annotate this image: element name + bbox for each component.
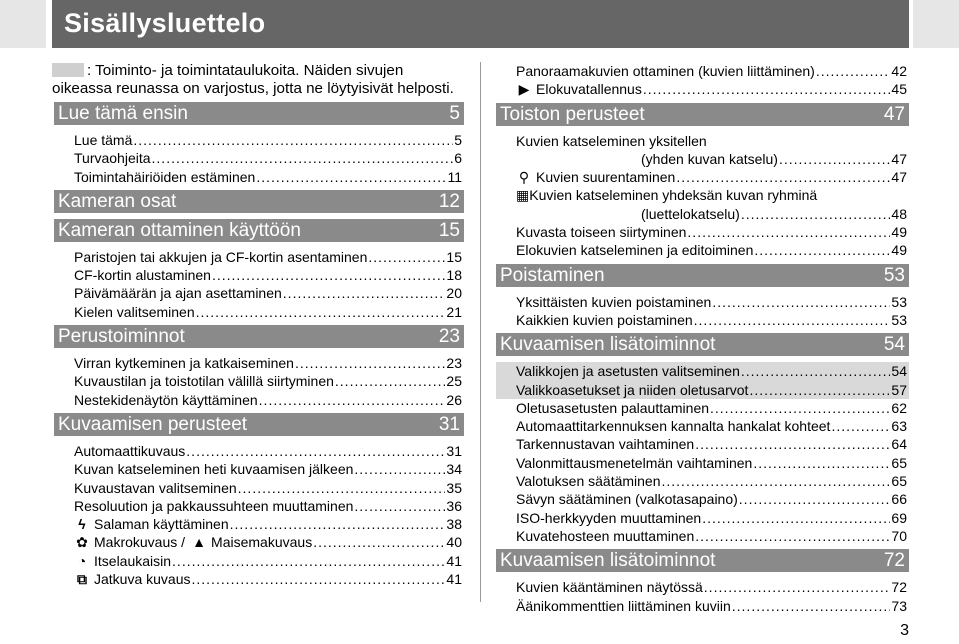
dot-leader xyxy=(212,266,445,284)
entry-label-group xyxy=(74,354,294,372)
entry-label-group xyxy=(74,479,237,497)
entry-label-group xyxy=(74,131,132,149)
toc-entry[interactable] xyxy=(496,241,909,259)
entry-page: 47 xyxy=(891,150,907,167)
dot-leader xyxy=(676,168,890,186)
entry-label: (luettelokatselu) xyxy=(641,205,740,222)
entry-label-group xyxy=(641,150,778,168)
dot-leader xyxy=(354,497,445,515)
entry-label: Elokuvien katseleminen ja editoiminen xyxy=(516,242,754,259)
intro-note xyxy=(52,62,464,98)
toc-entry[interactable] xyxy=(54,131,464,149)
entry-label: Kuvien kääntäminen näytössä xyxy=(516,579,703,596)
entry-page: 70 xyxy=(891,527,907,544)
entry-label: Kuvien katseleminen yksitellen xyxy=(516,132,707,149)
entry-label-group xyxy=(516,490,738,508)
entry-page: 62 xyxy=(891,399,907,416)
entry-label-group xyxy=(641,205,740,223)
toc-entry[interactable] xyxy=(54,391,464,409)
section-page: 23 xyxy=(438,326,460,348)
dot-leader xyxy=(741,205,891,223)
dot-leader xyxy=(238,479,446,497)
dot-leader xyxy=(695,527,890,545)
entry-page: 66 xyxy=(891,491,907,508)
entry-label: (yhden kuvan katselu) xyxy=(641,150,778,167)
entry-label: Automaattikuvaus xyxy=(74,442,186,459)
toc-entry[interactable] xyxy=(54,497,464,515)
entry-page: 15 xyxy=(446,248,462,265)
toc-entry[interactable] xyxy=(496,168,909,186)
entry-page: 40 xyxy=(446,534,462,551)
entry-page: 49 xyxy=(891,242,907,259)
entry-label-group xyxy=(516,399,709,417)
entry-label-group xyxy=(74,303,195,321)
entry-label: Valikkoasetukset ja niiden oletusarvot xyxy=(516,381,749,398)
entry-label: Makrokuvaus / xyxy=(94,534,186,551)
section-title: Kuvaamisen perusteet xyxy=(58,413,248,435)
dot-leader xyxy=(354,460,445,478)
entry-page: 35 xyxy=(446,479,462,496)
entry-icon: ⧉ xyxy=(77,571,87,588)
entry-page: 41 xyxy=(446,552,462,569)
toc-entry[interactable] xyxy=(496,454,909,472)
entry-label: Maisemakuvaus xyxy=(211,534,313,551)
section-header[interactable] xyxy=(496,103,909,126)
toc-entry[interactable] xyxy=(496,435,909,453)
dot-leader xyxy=(256,168,446,186)
page-title: Sisällysluettelo xyxy=(64,8,266,38)
toc-entry[interactable] xyxy=(496,293,909,311)
dot-leader xyxy=(259,391,446,409)
dot-leader xyxy=(712,293,890,311)
section-header[interactable] xyxy=(54,190,464,213)
section-title: Kameran ottaminen käyttöön xyxy=(58,219,301,241)
entry-label: Jatkuva kuvaus xyxy=(94,571,191,588)
toc-entry[interactable] xyxy=(54,284,464,302)
dot-leader xyxy=(313,533,445,551)
corner-tab-right xyxy=(913,0,959,48)
entry-label: Kaikkien kuvien poistaminen xyxy=(516,311,693,328)
toc-entry[interactable] xyxy=(496,150,909,168)
toc-entry[interactable] xyxy=(54,354,464,372)
entry-label: Kuvien suurentaminen xyxy=(536,169,676,186)
section-page: 5 xyxy=(449,103,460,124)
toc-entry[interactable] xyxy=(496,186,909,204)
entry-label: Resoluution ja pakkaussuhteen muuttaminen xyxy=(74,497,354,514)
entry-page: 65 xyxy=(891,454,907,471)
dot-leader xyxy=(702,509,890,527)
toc-entry[interactable] xyxy=(54,168,464,186)
page-number: 3 xyxy=(900,622,909,639)
toc-entry[interactable] xyxy=(496,132,909,150)
toc-entry[interactable] xyxy=(496,417,909,435)
dot-leader xyxy=(816,62,891,80)
dot-leader xyxy=(230,515,446,533)
section-header[interactable] xyxy=(496,264,909,287)
section-header[interactable] xyxy=(54,413,464,436)
entry-label-group xyxy=(74,149,151,167)
entry-label-group xyxy=(74,442,185,460)
entry-label: Valikkojen ja asetusten valitseminen xyxy=(516,363,740,380)
entry-label: Valonmittausmenetelmän vaihtaminen xyxy=(516,454,753,471)
entry-label-group xyxy=(74,391,258,409)
entry-label: Äänikommenttien liittäminen kuviin xyxy=(516,597,731,614)
right-column xyxy=(496,62,909,615)
entry-page: 47 xyxy=(891,169,907,186)
entry-page: 64 xyxy=(891,436,907,453)
dot-leader xyxy=(172,552,445,570)
toc-entry[interactable] xyxy=(54,442,464,460)
section-header[interactable] xyxy=(54,219,464,242)
entry-label: Kuvien katseleminen yhdeksän kuvan ryhminä xyxy=(529,187,818,204)
dot-leader xyxy=(779,150,890,168)
entry-label-group xyxy=(74,460,353,478)
entry-label: ISO-herkkyyden muuttaminen xyxy=(516,509,702,526)
toc-entry[interactable] xyxy=(54,303,464,321)
entry-label: Elokuvatallennus xyxy=(536,81,642,98)
entry-label: Panoraamakuvien ottaminen (kuvien liittäminen) xyxy=(516,63,815,79)
toc-entry[interactable] xyxy=(54,372,464,390)
toc-entry[interactable] xyxy=(496,80,909,98)
entry-page: 21 xyxy=(446,303,462,320)
entry-label-group xyxy=(516,454,752,472)
dot-leader xyxy=(739,490,891,508)
entry-label: Tarkennustavan vaihtaminen xyxy=(516,436,695,453)
entry-label-group xyxy=(516,311,693,329)
entry-label-group xyxy=(74,552,171,570)
entry-icon: ▲ xyxy=(192,534,206,551)
entry-label: Valotuksen säätäminen xyxy=(516,473,661,490)
dot-leader xyxy=(295,354,445,372)
section-title: Poistaminen xyxy=(500,264,605,286)
entry-label: Toimintahäiriöiden estäminen xyxy=(74,168,256,185)
entry-label-group xyxy=(74,533,312,551)
dot-leader xyxy=(186,442,445,460)
entry-page: 53 xyxy=(891,293,907,310)
entry-page: 69 xyxy=(891,509,907,526)
dot-leader xyxy=(749,381,890,399)
entry-page: 38 xyxy=(446,516,462,533)
entry-icon: ✿ xyxy=(76,534,88,551)
entry-label: Salaman käyttäminen xyxy=(94,516,229,533)
section-title: Kuvaamisen lisätoiminnot xyxy=(500,550,716,572)
dot-leader xyxy=(643,80,891,98)
entry-label-group xyxy=(516,168,675,186)
section-page: 15 xyxy=(438,219,460,241)
entry-label: Lue tämä xyxy=(74,132,133,148)
entry-label: Kuvatehosteen muuttaminen xyxy=(516,527,695,544)
entry-label: Yksittäisten kuvien poistaminen xyxy=(516,293,712,310)
dot-leader xyxy=(704,578,891,596)
dot-leader xyxy=(152,149,454,167)
entry-label-group xyxy=(74,515,229,533)
entry-label-group xyxy=(74,248,367,266)
entry-page: 36 xyxy=(446,497,462,514)
toc-entry[interactable] xyxy=(496,62,909,80)
toc-entry[interactable] xyxy=(54,479,464,497)
entry-icon: ⚲ xyxy=(518,169,530,186)
entry-label: Kuvaustilan ja toistotilan välillä siirtyminen xyxy=(74,373,334,390)
dot-leader xyxy=(753,454,890,472)
entry-label: Oletusasetusten palauttaminen xyxy=(516,399,710,416)
toc-entry[interactable] xyxy=(496,381,909,399)
entry-page: 31 xyxy=(446,442,462,459)
entry-page: 54 xyxy=(891,363,907,380)
entry-label-group xyxy=(516,472,661,490)
entry-label: Nestekidenäytön käyttäminen xyxy=(74,391,258,408)
entry-label: Itselaukaisin xyxy=(94,552,172,569)
toc-entry[interactable] xyxy=(54,552,464,570)
entry-page: 20 xyxy=(446,285,462,302)
entry-page: 65 xyxy=(891,473,907,490)
entry-label: Kuvasta toiseen siirtyminen xyxy=(516,224,687,241)
entry-label-group xyxy=(516,417,830,435)
entry-label-group xyxy=(516,527,694,545)
dot-leader xyxy=(710,399,890,417)
entry-label-group xyxy=(516,435,694,453)
entry-label-group xyxy=(516,509,701,527)
toc-entry[interactable] xyxy=(54,248,464,266)
entry-icon: ◔ xyxy=(77,552,87,569)
entry-page: 6 xyxy=(454,150,462,167)
section-title: Kameran osat xyxy=(58,190,177,212)
section-page: 12 xyxy=(438,190,460,212)
entry-label-group xyxy=(74,372,334,390)
entry-label-group xyxy=(516,62,815,80)
toc-entry[interactable] xyxy=(54,533,464,551)
dot-leader xyxy=(754,241,890,259)
entry-page: 26 xyxy=(446,391,462,408)
entry-label-group xyxy=(74,284,282,302)
toc-entry[interactable] xyxy=(496,509,909,527)
toc-entry[interactable] xyxy=(54,266,464,284)
dot-leader xyxy=(368,248,445,266)
entry-label-group xyxy=(516,578,703,596)
toc-entry[interactable] xyxy=(496,399,909,417)
entry-label: Turvaohjeita xyxy=(74,150,151,167)
intro-text: : Toiminto- ja toimintataulukoita. Näiden sivujen oikeassa reunassa on varjostus, jotta ne löytyisivät helposti. xyxy=(52,62,454,97)
entry-icon: ▶ xyxy=(518,81,530,98)
entry-page: 53 xyxy=(891,311,907,328)
entry-label: Kielen valitseminen xyxy=(74,303,195,320)
toc-entry[interactable] xyxy=(54,460,464,478)
entry-page: 41 xyxy=(446,571,462,588)
section-title: Kuvaamisen lisätoiminnot xyxy=(500,334,716,356)
entry-icon: ϟ xyxy=(78,516,86,533)
section-page: 54 xyxy=(883,334,905,356)
entry-page: 49 xyxy=(891,224,907,241)
entry-label-group xyxy=(74,570,191,588)
entry-label-group xyxy=(74,497,353,515)
section-header[interactable] xyxy=(496,549,909,572)
toc-entry[interactable] xyxy=(496,472,909,490)
section-header[interactable] xyxy=(496,333,909,356)
corner-tab-left xyxy=(0,0,46,48)
entry-icon: ▦ xyxy=(516,187,530,204)
entry-label-group xyxy=(74,266,211,284)
entry-page: 34 xyxy=(446,461,462,478)
toc-entry[interactable] xyxy=(496,362,909,380)
entry-label: Sävyn säätäminen (valkotasapaino) xyxy=(516,491,738,508)
entry-label: CF-kortin alustaminen xyxy=(74,267,211,284)
dot-leader xyxy=(831,417,890,435)
entry-label-group xyxy=(74,168,255,186)
entry-page: 18 xyxy=(446,267,462,284)
entry-label-group xyxy=(516,597,731,615)
dot-leader xyxy=(732,597,891,615)
dot-leader xyxy=(695,435,890,453)
left-column xyxy=(54,62,464,588)
toc-entry[interactable] xyxy=(496,527,909,545)
section-title: Perustoiminnot xyxy=(58,326,185,348)
entry-page: 72 xyxy=(891,579,907,596)
dot-leader xyxy=(741,362,891,380)
dot-leader xyxy=(192,570,446,588)
toc-entry[interactable] xyxy=(496,205,909,223)
section-header[interactable] xyxy=(54,325,464,348)
toc-entry[interactable] xyxy=(54,149,464,167)
toc-entry[interactable] xyxy=(54,515,464,533)
entry-label: Kuvan katseleminen heti kuvaamisen jälkeen xyxy=(74,461,354,478)
entry-label-group xyxy=(516,241,753,259)
entry-page: 42 xyxy=(891,63,907,79)
entry-label: Virran kytkeminen ja katkaiseminen xyxy=(74,355,294,372)
entry-page: 48 xyxy=(891,205,907,222)
dot-leader xyxy=(283,284,446,302)
dot-leader xyxy=(133,131,453,149)
dot-leader xyxy=(196,303,446,321)
entry-label: Paristojen tai akkujen ja CF-kortin asentaminen xyxy=(74,248,368,265)
section-page: 47 xyxy=(883,103,905,125)
toc-entry[interactable] xyxy=(496,311,909,329)
entry-page: 45 xyxy=(891,81,907,98)
entry-page: 11 xyxy=(447,168,462,185)
section-title: Lue tämä ensin xyxy=(58,103,188,124)
column-divider xyxy=(480,62,481,602)
section-page: 53 xyxy=(883,264,905,286)
entry-page: 23 xyxy=(446,355,462,372)
section-title: Toiston perusteet xyxy=(500,103,645,125)
entry-label: Kuvaustavan valitseminen xyxy=(74,479,237,496)
entry-label-group xyxy=(516,80,642,98)
section-page: 31 xyxy=(438,413,460,435)
toc-entry[interactable] xyxy=(54,570,464,588)
toc-entry[interactable] xyxy=(496,578,909,596)
toc-entry[interactable] xyxy=(496,490,909,508)
section-page: 72 xyxy=(883,550,905,572)
entry-label-group xyxy=(516,381,748,399)
entry-label-group xyxy=(516,293,711,311)
entry-page: 63 xyxy=(891,418,907,435)
entry-label-group xyxy=(516,362,740,380)
entry-label: Automaattitarkennuksen kannalta hankalat kohteet xyxy=(516,418,831,435)
section-header[interactable] xyxy=(54,102,464,125)
entry-page: 73 xyxy=(891,597,907,614)
toc-entry[interactable] xyxy=(496,223,909,241)
shaded-swatch-icon xyxy=(52,63,84,77)
entry-page: 25 xyxy=(446,373,462,390)
dot-leader xyxy=(335,372,446,390)
entry-page: 5 xyxy=(454,132,462,148)
entry-label: Päivämäärän ja ajan asettaminen xyxy=(74,285,282,302)
dot-leader xyxy=(687,223,890,241)
title-bar xyxy=(52,0,909,48)
dot-leader xyxy=(694,311,891,329)
entry-label-group xyxy=(516,223,686,241)
toc-entry[interactable] xyxy=(496,597,909,615)
dot-leader xyxy=(662,472,891,490)
entry-page: 57 xyxy=(891,381,907,398)
